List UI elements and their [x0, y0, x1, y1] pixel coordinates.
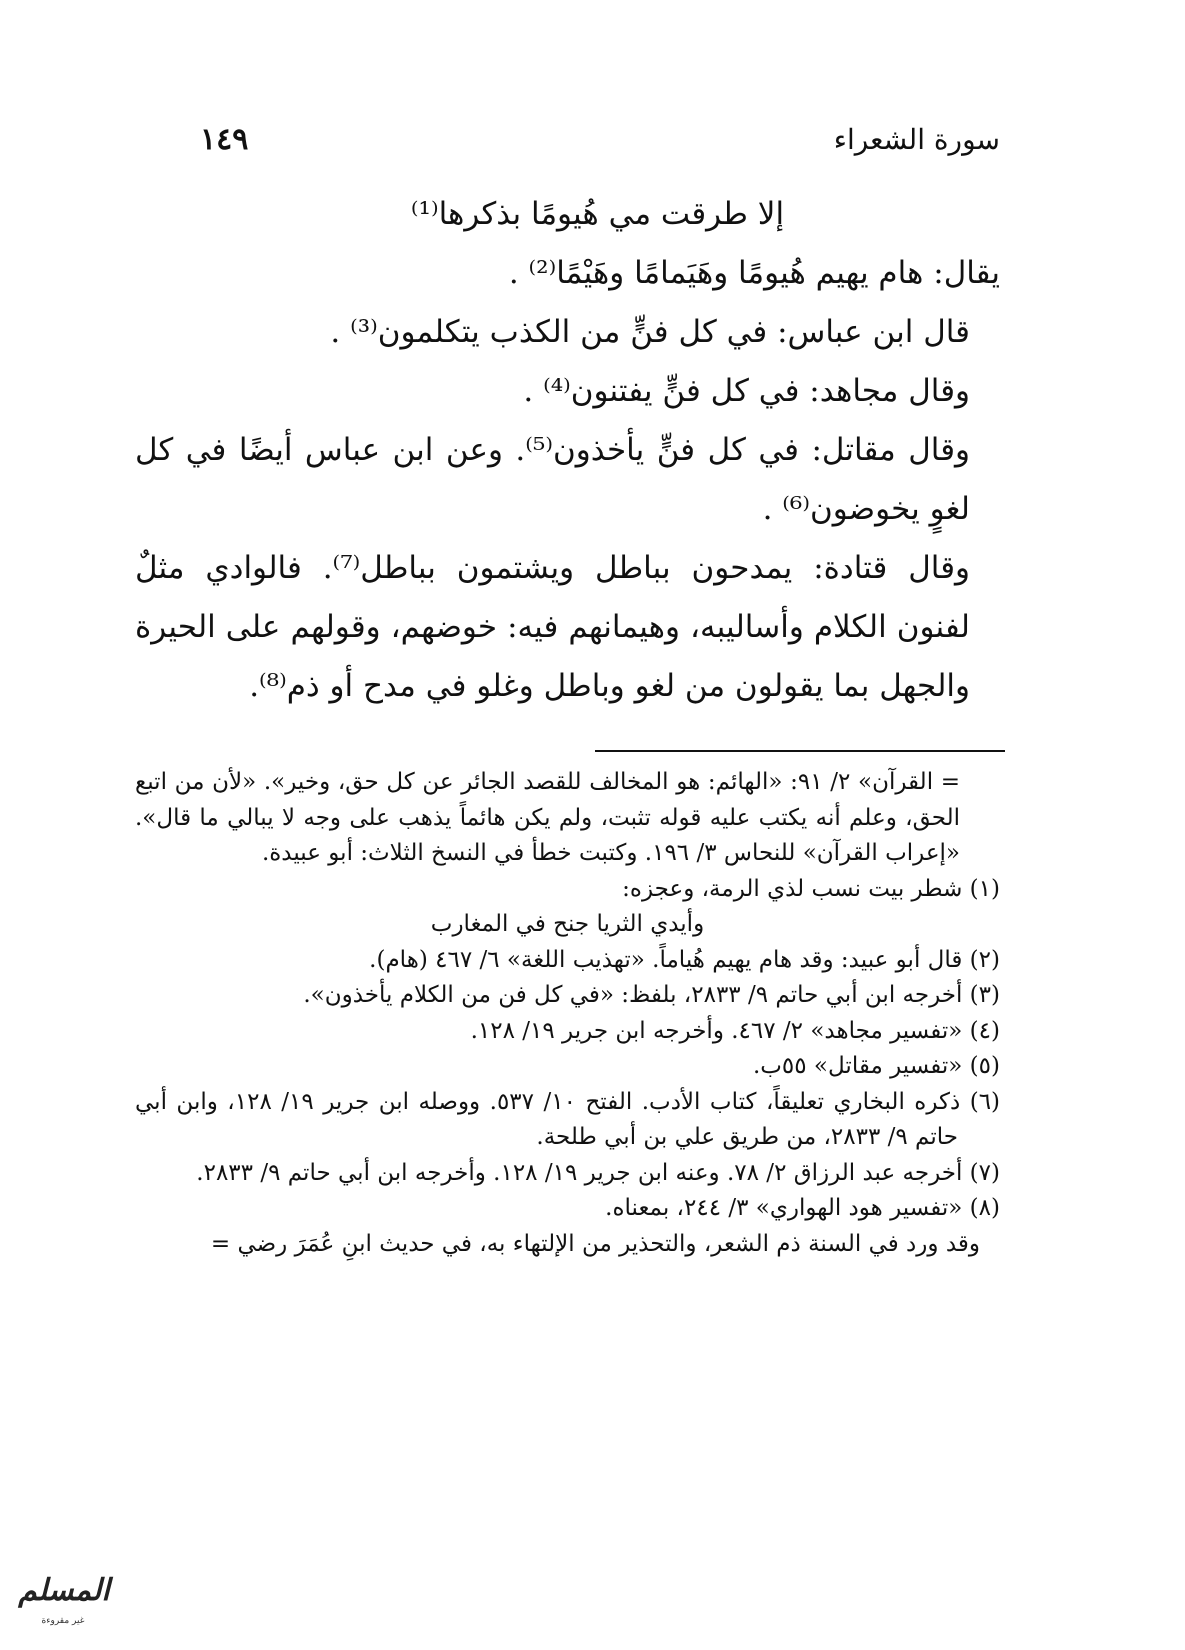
footnote: (٤) «تفسير مجاهد» ٢/ ٤٦٧. وأخرجه ابن جرير ١٩/ ١٢٨. — [470, 1017, 1000, 1044]
footnote-tail: وقد ورد في السنة ذم الشعر، والتحذير من الإلتهاء به، في حديث ابنِ عُمَرَ رضي = — [210, 1230, 980, 1257]
footnote: (٣) أخرجه ابن أبي حاتم ٩/ ٢٨٣٣، بلفظ: «في كل فن من الكلام يأخذون». — [303, 982, 1000, 1008]
logo-text: المسلم — [18, 1573, 110, 1608]
paragraph-line: قال ابن عباس: في كل فنٍّ من الكذب يتكلمون⁽³⁾ . — [330, 314, 970, 350]
paragraph-line: يقال: هام يهيم هُيومًا وهَيَمامًا وهَيْمًا⁽²⁾ . — [508, 255, 1000, 291]
poetry-verse: إلا طرقت مي هُيومًا بذكرها⁽¹⁾ — [410, 196, 785, 232]
footnote: (١) شطر بيت نسب لذي الرمة، وعجزه: — [622, 875, 1000, 902]
logo-subtext: غير مقروءة — [41, 1616, 85, 1626]
publisher-logo — [8, 1568, 118, 1646]
footnote: (٧) أخرجه عبد الرزاق ٢/ ٧٨. وعنه ابن جرير ١٩/ ١٢٨. وأخرجه ابن أبي حاتم ٩/ ٢٨٣٣. — [196, 1159, 1000, 1186]
paragraph: وقال مقاتل: في كل فنٍّ يأخذون⁽⁵⁾. وعن ابن عباس أيضًا في كل لغوٍ يخوضون⁽⁶⁾ . — [135, 432, 970, 527]
footnote: (٨) «تفسير هود الهواري» ٣/ ٢٤٤، بمعناه. — [605, 1195, 1000, 1221]
footnote-separator — [595, 750, 1005, 752]
footnote-continuation: = القرآن» ٢/ ٩١: «الهائم: هو المخالف للقصد الجائر عن كل حق، وخير». «لأن من اتبع الحق، وعلم أنه يكتب عليه قوله تثبت، ولم يكن هائماً يذهب على وجه لا يبالي ما قال». «إعراب القرآن» للنحاس ٣/ ١٩٦. وكتبت خطأ في النسخ الثلاث: أبو عبيدة. — [135, 769, 961, 866]
footnote: (٢) قال أبو عبيد: وقد هام يهيم هُياماً. «تهذيب اللغة» ٦/ ٤٦٧ (هام). — [369, 946, 1000, 973]
paragraph-line: وقال مجاهد: في كل فنٍّ يفتنون⁽⁴⁾ . — [523, 373, 970, 409]
footnote-poetry: وأيدي الثريا جنح في المغارب — [430, 911, 705, 937]
footnote: (٥) «تفسير مقاتل» ٥٥ب. — [752, 1053, 1000, 1079]
footnotes — [135, 765, 1000, 1262]
main-text — [135, 185, 1000, 716]
surah-title: سورة الشعراء — [833, 123, 1000, 156]
footnote: (٦) ذكره البخاري تعليقاً، كتاب الأدب. الفتح ١٠/ ٥٣٧. ووصله ابن جرير ١٩/ ١٢٨، وابن أبي حاتم ٩/ ٢٨٣٣، من طريق علي بن أبي طلحة. — [135, 1088, 1001, 1150]
page-header — [200, 118, 1000, 162]
page-number: ١٤٩ — [200, 122, 249, 157]
paragraph: وقال قتادة: يمدحون بباطل ويشتمون بباطل⁽⁷⁾. فالوادي مثلٌ لفنون الكلام وأساليبه، وهيمانهم فيه: خوضهم، وقولهم على الحيرة والجهل بما يقولون من لغو وباطل وغلو في مدح أو ذم⁽⁸⁾. — [135, 550, 970, 704]
